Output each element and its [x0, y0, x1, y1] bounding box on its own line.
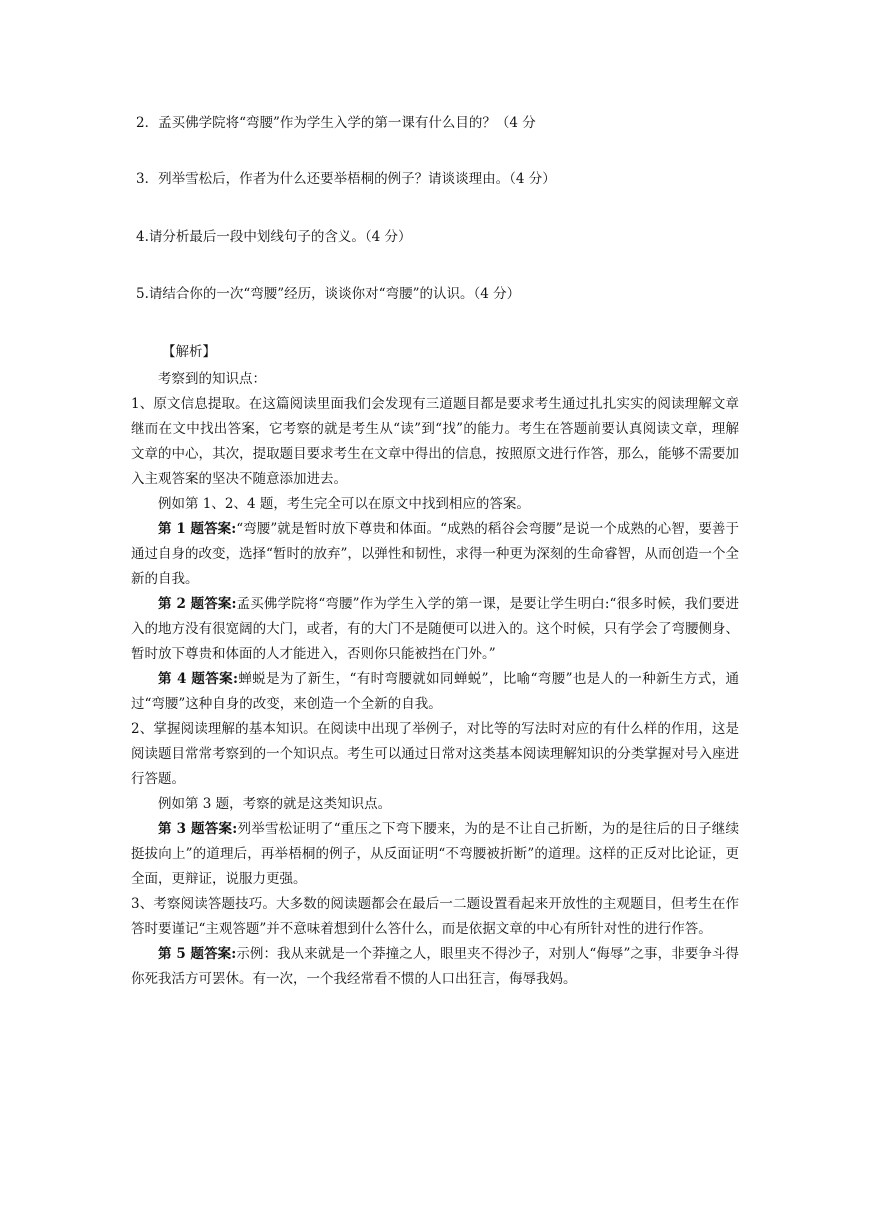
knowledge-points-label: 考察到的知识点：: [158, 371, 266, 387]
answer-4-label: 第 4 题答案:: [158, 671, 239, 687]
question-5: 5.请结合你的一次“弯腰”经历，谈谈你对“弯腰”的认识。（4 分）: [136, 286, 521, 302]
analysis-body: [131, 367, 739, 992]
answer-2-label: 第 2 题答案:: [158, 596, 237, 612]
answer-3-label: 第 3 题答案:: [158, 821, 238, 837]
answer-4-text: 蝉蜕是为了新生，“有时弯腰就如同蝉蜕”，比喻“弯腰”也是人的一种新生方式，通过“弯腰”这种自身的改变，来创造一个全新的自我。: [131, 671, 739, 712]
answer-5-text: 示例：我从来就是一个莽撞之人，眼里夹不得沙子，对别人“侮辱”之事，非要争斗得你死我活方可罢休。有一次，一个我经常看不惯的人口出狂言，侮辱我妈。: [131, 946, 739, 987]
question-2: 2．孟买佛学院将“弯腰”作为学生入学的第一课有什么目的？（4 分: [136, 115, 536, 131]
answer-4: [131, 667, 739, 717]
analysis-heading: 【解析】: [162, 344, 216, 360]
answer-5-label: 第 5 题答案:: [158, 946, 237, 962]
question-3: 3．列举雪松后，作者为什么还要举梧桐的例子？请谈谈理由。（4 分）: [136, 171, 556, 187]
answer-3: [131, 817, 739, 892]
point-3-paragraph: 3、考察阅读答题技巧。大多数的阅读题都会在最后一二题设置看起来开放性的主观题目，但考生在作答时要谨记“主观答题”并不意味着想到什么答什么，而是依据文章的中心有所针对性的进行作答。: [131, 896, 739, 937]
answer-1-label: 第 1 题答案:: [158, 521, 237, 537]
point-1-paragraph: 1、原文信息提取。在这篇阅读里面我们会发现有三道题目都是要求考生通过扎扎实实的阅读理解文章继而在文中找出答案，它考察的就是考生从“读”到“找”的能力。考生在答题前要认真阅读文章，理解文章的中心，其次，提取题目要求考生在文章中得出的信息，按照原文进行作答，那么，能够不需要加入主观答案的坚决不随意添加进去。: [131, 396, 739, 487]
answer-5: [131, 942, 739, 992]
example-note-1: 例如第 1、2、4 题，考生完全可以在原文中找到相应的答案。: [158, 496, 530, 512]
answer-2-text: 孟买佛学院将“弯腰”作为学生入学的第一课，是要让学生明白:“很多时候，我们要进入的地方没有很宽阔的大门，或者，有的大门不是随便可以进入的。这个时候，只有学会了弯腰侧身、暂时放下尊贵和体面的人才能进入，否则你只能被挡在门外。”: [131, 596, 739, 662]
example-note-3: 例如第 3 题，考察的就是这类知识点。: [158, 796, 392, 812]
question-4: 4.请分析最后一段中划线句子的含义。（4 分）: [136, 229, 412, 245]
answer-2: [131, 592, 739, 667]
answer-3-text: 列举雪松证明了“重压之下弯下腰来，为的是不让自己折断，为的是往后的日子继续挺拔向上”的道理后，再举梧桐的例子，从反面证明“不弯腰被折断”的道理。这样的正反对比论证，更全面，更辩证，说服力更强。: [131, 821, 739, 887]
answer-1: [131, 517, 739, 592]
answer-1-text: “弯腰”就是暂时放下尊贵和体面。“成熟的稻谷会弯腰”是说一个成熟的心智，要善于通过自身的改变，选择“暂时的放弃”，以弹性和韧性，求得一种更为深刻的生命睿智，从而创造一个全新的自我。: [131, 521, 739, 587]
point-2-paragraph: 2、掌握阅读理解的基本知识。在阅读中出现了举例子，对比等的写法时对应的有什么样的作用，这是阅读题目常常考察到的一个知识点。考生可以通过日常对这类基本阅读理解知识的分类掌握对号入座进行答题。: [131, 721, 739, 787]
